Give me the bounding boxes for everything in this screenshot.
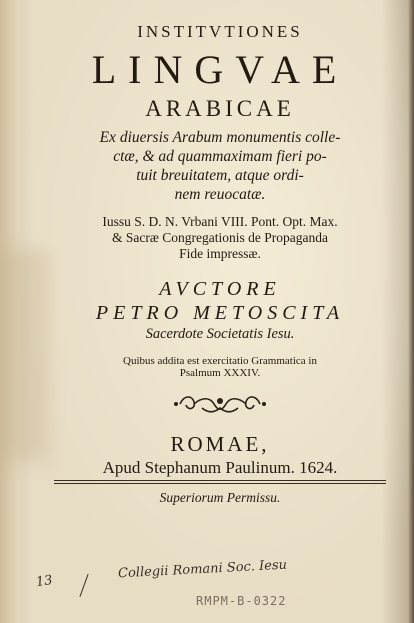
author-intro: AVCTORE bbox=[159, 278, 281, 300]
title-line-3: ARABICAE bbox=[145, 96, 295, 121]
description-line: Ex diuersis Arabum monumentis colle- bbox=[99, 129, 341, 146]
handwritten-stroke bbox=[79, 574, 88, 597]
handwritten-number: 13 bbox=[35, 572, 54, 591]
title-text-block bbox=[50, 20, 390, 506]
mandate-line: & Sacræ Congregationis de Propaganda bbox=[112, 230, 328, 245]
page-right-edge bbox=[408, 0, 414, 623]
mandate-line: Fide impressæ. bbox=[179, 246, 261, 261]
title-line-2: LINGVAE bbox=[91, 47, 349, 92]
appendix-note bbox=[50, 355, 390, 379]
title-line-1: INSTITVTIONES bbox=[137, 22, 303, 41]
appendix-line: Quibus addita est exercitatio Grammatica in bbox=[123, 355, 317, 367]
printers-ornament bbox=[172, 391, 268, 417]
handwritten-inscription: Collegii Romani Soc. Iesu bbox=[117, 557, 288, 582]
permission-line: Superiorum Permissu. bbox=[159, 490, 281, 505]
author-name: PETRO METOSCITA bbox=[95, 302, 345, 324]
appendix-line: Psalmum XXXIV. bbox=[179, 367, 261, 379]
paper-stain bbox=[4, 250, 48, 460]
imprint-rule bbox=[54, 483, 386, 484]
description-line: nem reuocatæ. bbox=[174, 186, 266, 203]
papal-mandate bbox=[50, 214, 390, 262]
description bbox=[50, 128, 390, 204]
description-line: ctæ, & ad quammaximam fieri po- bbox=[113, 148, 327, 165]
imprint-rule bbox=[54, 480, 386, 481]
library-shelfmark: RMPM-B-0322 bbox=[196, 594, 287, 608]
imprint-place: ROMAE, bbox=[170, 432, 270, 456]
author-role: Sacerdote Societatis Iesu. bbox=[145, 326, 295, 342]
description-line: tuit breuitatem, atque ordi- bbox=[136, 167, 304, 184]
imprint-printer: Apud Stephanum Paulinum. 1624. bbox=[102, 458, 338, 477]
mandate-line: Iussu S. D. N. Vrbani VIII. Pont. Opt. Max. bbox=[102, 214, 338, 229]
